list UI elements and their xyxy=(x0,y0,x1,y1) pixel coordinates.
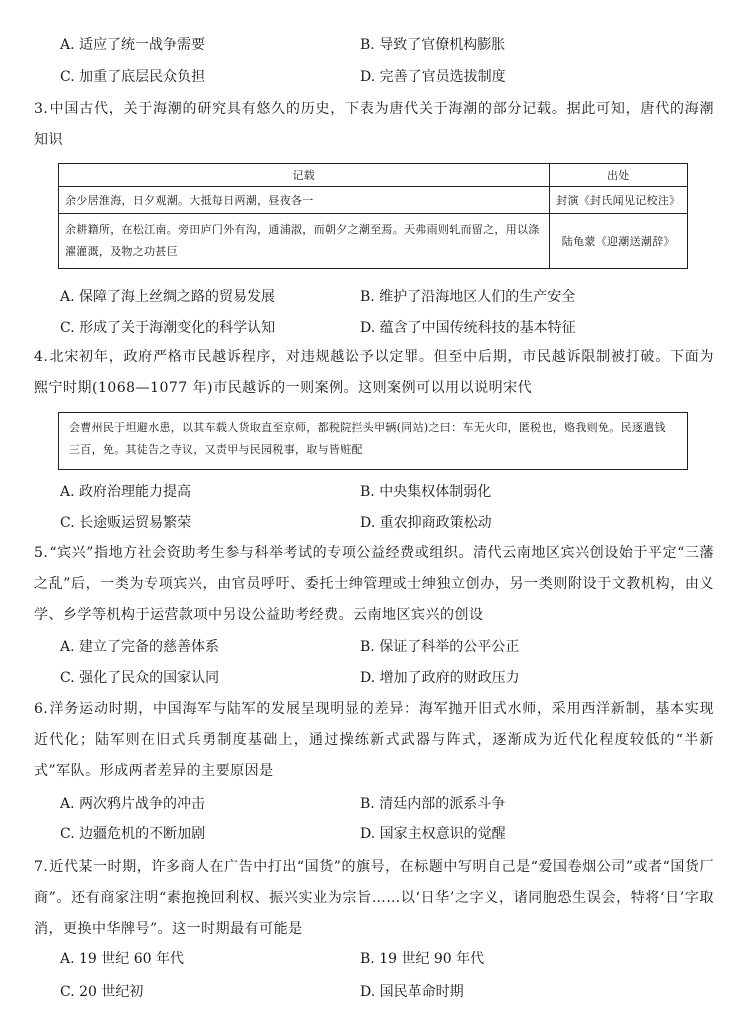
q6-stem xyxy=(34,694,714,787)
q2-option-d: D. 完善了官员选拔制度 xyxy=(360,69,506,85)
q4-option-b: B. 中央集权体制弱化 xyxy=(360,484,492,500)
q2-option-c: C. 加重了底层民众负担 xyxy=(60,69,206,85)
table-cell-record: 余少居淮海，日夕观潮。大抵每日两潮，昼夜各一 xyxy=(59,187,550,214)
q4-option-d: D. 重农抑商政策松动 xyxy=(360,515,492,531)
q5-option-a: A. 建立了完备的慈善体系 xyxy=(60,639,220,655)
q7-stem-text: 近代某一时期，许多商人在广告中打出“国货”的旗号，在标题中写明自己是“爱国卷烟公司”或者“国货厂商”。还有商家注明“素抱挽回利权、振兴实业为宗旨……以‘日华’之字义，诸同胞恐生误会，特将‘日’字取消，更换中华牌号”。这一时期最有可能是 xyxy=(34,859,714,937)
q3-records-table xyxy=(58,163,688,269)
q5-option-c: C. 强化了民众的国家认同 xyxy=(60,670,220,686)
q7-option-d: D. 国民革命时期 xyxy=(360,984,464,1000)
q3-option-a: A. 保障了海上丝绸之路的贸易发展 xyxy=(60,289,276,305)
q6-option-d: D. 国家主权意识的觉醒 xyxy=(360,826,506,842)
q4-options-row-2 xyxy=(60,512,720,534)
q3-stem-text: 中国古代，关于海潮的研究具有悠久的历史，下表为唐代关于海潮的部分记载。据此可知，唐代的海潮知识 xyxy=(34,101,714,148)
q4-options-row-1 xyxy=(60,481,720,503)
q2-option-a: A. 适应了统一战争需要 xyxy=(60,37,206,53)
q6-option-b: B. 清廷内部的派系斗争 xyxy=(360,796,506,812)
q5-stem xyxy=(34,538,714,631)
q7-option-c: C. 20 世纪初 xyxy=(60,984,144,1000)
q6-stem-text: 洋务运动时期，中国海军与陆军的发展呈现明显的差异：海军抛开旧式水师，采用西洋新制，基本实现近代化；陆军则在旧式兵勇制度基础上，通过操练新式武器与阵式，逐渐成为近代化程度较低的“半新式”军队。形成两者差异的主要原因是 xyxy=(34,701,714,779)
q6-options-row-1 xyxy=(60,793,720,815)
q5-option-d: D. 增加了政府的财政压力 xyxy=(360,670,520,686)
q5-stem-text: “宾兴”指地方社会资助考生参与科举考试的专项公益经费或组织。清代云南地区宾兴创设始于平定“三藩之乱”后，一类为专项宾兴，由官员呼吁、委托士绅管理或士绅独立创办，另一类则附设于文教机构，由义学、乡学等机构于运营款项中另设公益助考经费。云南地区宾兴的创设 xyxy=(34,545,714,623)
q3-options-row-2 xyxy=(60,317,720,339)
q7-stem xyxy=(34,852,714,945)
q3-option-c: C. 形成了关于海潮变化的科学认知 xyxy=(60,320,276,336)
q4-option-a: A. 政府治理能力提高 xyxy=(60,484,192,500)
table-row xyxy=(59,214,688,269)
q4-case-text: 会曹州民于坦避水患，以其车载人货取直至京师，都税院拦头甲辆(同站)之曰：车无火印，匿税也，赂我则免。民逐遣钱三百，免。其徒告之寺议，又责甲与民园税事，取与皆赃配 xyxy=(69,421,666,456)
table-cell-source: 封演《封氏闻见记校注》 xyxy=(549,187,687,214)
q6-option-c: C. 边疆危机的不断加剧 xyxy=(60,826,206,842)
table-row xyxy=(59,187,688,214)
q3-options-row-1 xyxy=(60,286,720,308)
q3-option-d: D. 蕴含了中国传统科技的基本特征 xyxy=(360,320,576,336)
q7-number: 7. xyxy=(34,859,49,875)
q4-stem xyxy=(34,342,714,404)
table-header-source: 出处 xyxy=(549,164,687,187)
q6-number: 6. xyxy=(34,701,49,717)
q5-number: 5. xyxy=(34,545,49,561)
q7-option-a: A. 19 世纪 60 年代 xyxy=(60,951,184,967)
q4-case-box xyxy=(58,412,688,470)
q7-options-row-1 xyxy=(60,948,720,970)
q2-options-row-1 xyxy=(60,34,720,56)
table-cell-source: 陆龟蒙《迎潮送潮辞》 xyxy=(549,214,687,269)
q4-option-c: C. 长途贩运贸易繁荣 xyxy=(60,515,192,531)
table-cell-record: 余耕籍所，在松江南。旁田庐门外有沟，通浦淑，而朝夕之潮至焉。天弗雨则轧而留之，用以涤濯灌溉，及物之功甚巨 xyxy=(59,214,550,269)
q5-option-b: B. 保证了科举的公平公正 xyxy=(360,639,520,655)
q2-option-b: B. 导致了官僚机构膨胀 xyxy=(360,37,506,53)
q4-stem-text: 北宋初年，政府严格市民越诉程序，对违规越讼予以定罪。但至中后期，市民越诉限制被打破。下面为熙宁时期(1068—1077 年)市民越诉的一则案例。这则案例可以用以说明宋代 xyxy=(34,349,714,396)
q6-option-a: A. 两次鸦片战争的冲击 xyxy=(60,796,206,812)
q3-stem xyxy=(34,94,714,156)
q6-options-row-2 xyxy=(60,823,720,845)
q3-number: 3. xyxy=(34,101,49,117)
q2-options-row-2 xyxy=(60,66,720,88)
q7-option-b: B. 19 世纪 90 年代 xyxy=(360,951,485,967)
q7-options-row-2 xyxy=(60,981,720,1003)
table-header-row xyxy=(59,164,688,187)
q5-options-row-2 xyxy=(60,667,720,689)
q5-options-row-1 xyxy=(60,636,720,658)
q4-number: 4. xyxy=(34,349,49,365)
q3-option-b: B. 维护了沿海地区人们的生产安全 xyxy=(360,289,576,305)
table-header-record: 记载 xyxy=(59,164,550,187)
